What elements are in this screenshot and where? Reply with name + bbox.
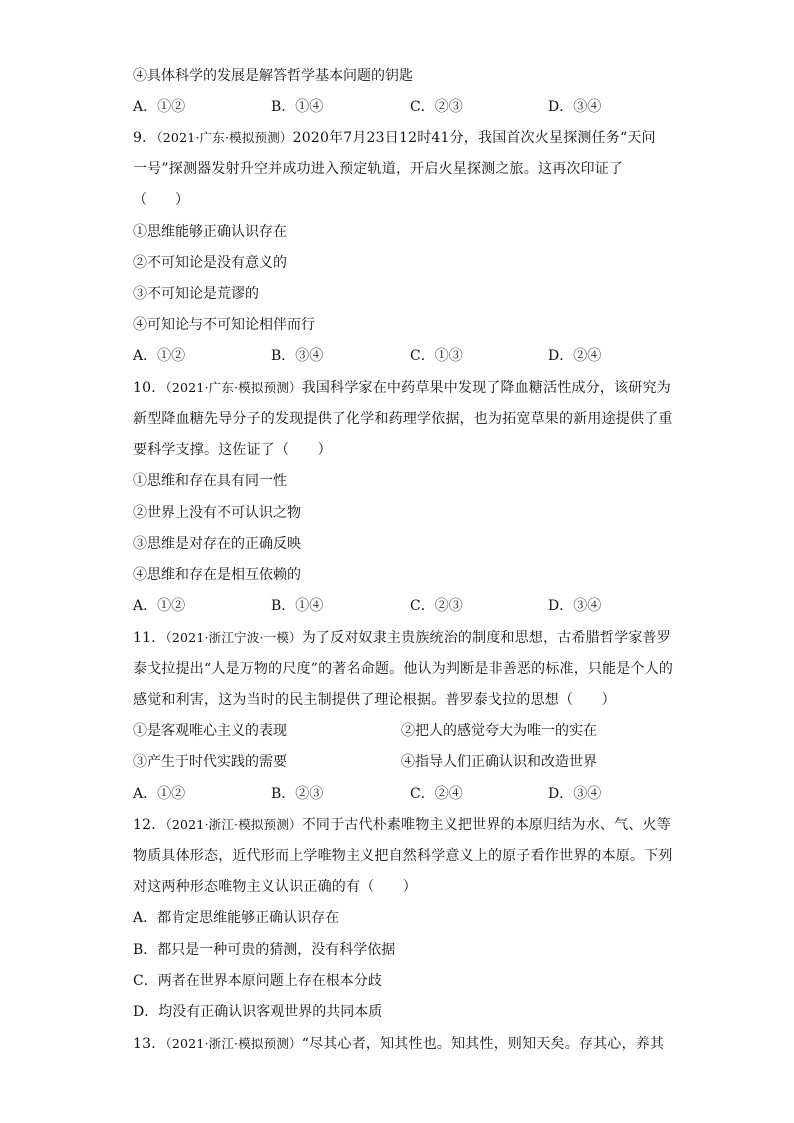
q10-source: （2021·广东·模拟预测）: [165, 380, 302, 395]
q11-option-a[interactable]: A．①②: [133, 786, 186, 802]
q12-choice-b[interactable]: B．都只是一种可贵的猜测，没有科学依据: [133, 942, 396, 958]
q9-stem-line-3: （ ）: [133, 192, 189, 208]
q9-source: （2021·广东·模拟预测）: [156, 130, 293, 145]
q10-stem-line-2: 新型降血糖先导分子的发现提供了化学和药理学依据，也为拓宽草果的新用途提供了重: [133, 411, 673, 427]
q10-item-4: ④思维和存在是相互依赖的: [133, 567, 301, 583]
q11-option-d[interactable]: D．③④: [548, 786, 602, 802]
q8-option-a[interactable]: A．①②: [133, 99, 186, 115]
q10-option-b[interactable]: B．①④: [271, 598, 324, 614]
q8-item-4: ④具体科学的发展是解答哲学基本问题的钥匙: [133, 68, 413, 84]
q12-choice-c[interactable]: C．两者在世界本原问题上存在根本分歧: [133, 973, 382, 989]
q10-item-1: ①思维和存在具有同一性: [133, 473, 287, 489]
q10-item-3: ③思维是对存在的正确反映: [133, 536, 301, 552]
q11-option-b[interactable]: B．②③: [271, 786, 324, 802]
q12-source: （2021·浙江·模拟预测）: [165, 817, 302, 832]
q11-stem-line-1: 11．（2021·浙江宁波·一模）为了反对奴隶主贵族统治的制度和思想，古希腊哲学家普罗: [133, 630, 671, 646]
q11-source: （2021·浙江宁波·一模）: [165, 630, 302, 645]
q9-option-b[interactable]: B．③④: [271, 348, 324, 364]
q10-item-2: ②世界上没有不可认识之物: [133, 505, 301, 521]
q12-stem-line-3: 对这两种形态唯物主义认识正确的有（ ）: [133, 879, 417, 895]
q8-option-d[interactable]: D．③④: [548, 99, 602, 115]
q9-item-1: ①思维能够正确认识存在: [133, 224, 287, 240]
q10-number: 10．: [133, 380, 166, 396]
q10-option-c[interactable]: C．②③: [410, 598, 463, 614]
q9-option-c[interactable]: C．①③: [410, 348, 463, 364]
q10-option-a[interactable]: A．①②: [133, 598, 186, 614]
q9-option-d[interactable]: D．②④: [548, 348, 602, 364]
q9-stem-line-2: 一号”探测器发射升空并成功进入预定轨道，开启火星探测之旅。这再次印证了: [133, 161, 624, 177]
q12-number: 12．: [133, 817, 166, 833]
q10-stem-line-3: 要科学支撑。这佐证了（ ）: [133, 442, 332, 458]
q9-option-a[interactable]: A．①②: [133, 348, 186, 364]
q11-stem-line-3: 感觉和利害，这为当时的民主制提供了理论根据。普罗泰戈拉的思想（ ）: [133, 692, 616, 708]
q9-number: 9．: [133, 130, 157, 146]
q12-choice-a[interactable]: A．都肯定思维能够正确认识存在: [133, 910, 340, 926]
q11-item-3: ③产生于时代实践的需要: [133, 754, 287, 770]
q11-stem-line-2: 泰戈拉提出“人是万物的尺度”的著名命题。他认为判断是非善恶的标准，只能是个人的: [133, 661, 674, 677]
q12-choice-d[interactable]: D．均没有正确认识客观世界的共同本质: [133, 1004, 383, 1020]
q13-source: （2021·浙江·模拟预测）: [165, 1036, 302, 1051]
q11-item-2: ②把人的感觉夸大为唯一的实在: [401, 723, 597, 739]
q8-option-b[interactable]: B．①④: [271, 99, 324, 115]
q13-stem-line-1: 13．（2021·浙江·模拟预测）“尽其心者，知其性也。知其性，则知天矣。存其心，养其: [133, 1036, 665, 1052]
q9-item-4: ④可知论与不可知论相伴而行: [133, 317, 315, 333]
q9-stem-line-1: 9．（2021·广东·模拟预测）2020年7月23日12时41分，我国首次火星探测任务“天问: [133, 130, 656, 146]
q8-option-c[interactable]: C．②③: [410, 99, 463, 115]
q13-number: 13．: [133, 1036, 166, 1052]
q9-item-3: ③不可知论是荒谬的: [133, 286, 259, 302]
q11-number: 11．: [133, 630, 166, 646]
q11-item-1: ①是客观唯心主义的表现: [133, 723, 287, 739]
q10-stem-line-1: 10．（2021·广东·模拟预测）我国科学家在中药草果中发现了降血糖活性成分，该研究为: [133, 380, 671, 396]
q9-item-2: ②不可知论是没有意义的: [133, 255, 287, 271]
q11-item-4: ④指导人们正确认识和改造世界: [401, 754, 597, 770]
q10-option-d[interactable]: D．③④: [548, 598, 602, 614]
q12-stem-line-1: 12．（2021·浙江·模拟预测）不同于古代朴素唯物主义把世界的本原归结为水、气、火等: [133, 817, 671, 833]
q12-stem-line-2: 物质具体形态，近代形而上学唯物主义把自然科学意义上的原子看作世界的本原。下列: [133, 848, 673, 864]
q11-option-c[interactable]: C．②④: [410, 786, 463, 802]
